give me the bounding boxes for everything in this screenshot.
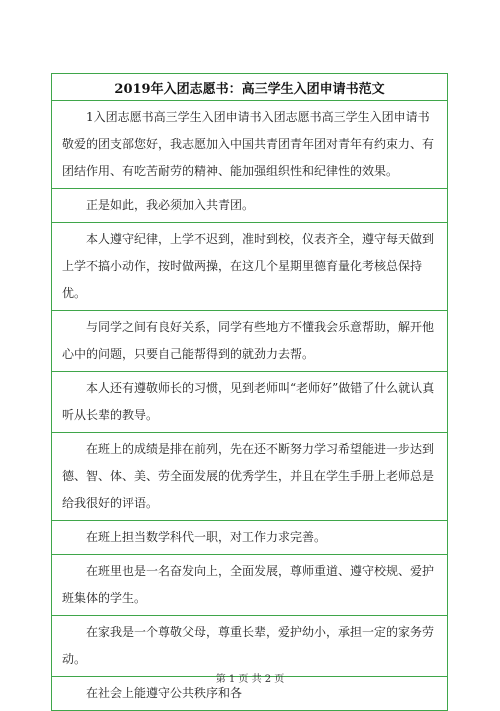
document-title: 2019年入团志愿书：高三学生入团申请书范文 bbox=[52, 74, 447, 101]
paragraph-row bbox=[52, 101, 447, 189]
paragraph-row bbox=[52, 521, 447, 555]
paragraph-text: 在社会上能遵守公共秩序和各 bbox=[86, 686, 243, 700]
page-number: 第 1 页 共 2 页 bbox=[215, 674, 285, 685]
paragraph-row bbox=[52, 223, 447, 311]
paragraph-text: 在班上的成绩是排在前列，先在还不断努力学习希望能进一步达到德、智、体、美、劳全面发展的优秀学生，并且在学生手册上老师总是给我很好的评语。 bbox=[62, 442, 435, 510]
paragraph-row bbox=[52, 311, 447, 372]
paragraph-text: 在班上担当数学科代一职，对工作力求完善。 bbox=[86, 530, 327, 544]
paragraph-text: 与同学之间有良好关系，同学有些地方不懂我会乐意帮助，解开他心中的问题，只要自己能帮得到的就劲力去帮。 bbox=[62, 320, 435, 361]
paragraph-text: 本人还有遵敬师长的习惯，见到老师叫“老师好”做错了什么就认真听从长辈的教导。 bbox=[62, 381, 435, 422]
document-table bbox=[51, 73, 448, 711]
paragraph-text: 在班里也是一名奋发向上，全面发展，尊师重道、遵守校规、爱护班集体的学生。 bbox=[62, 564, 435, 605]
paragraph-row bbox=[52, 555, 447, 616]
paragraph-row bbox=[52, 189, 447, 223]
paragraph-row bbox=[52, 433, 447, 521]
paragraph-row bbox=[52, 616, 447, 677]
paragraph-text: 正是如此，我必须加入共青团。 bbox=[86, 198, 255, 212]
paragraph-row bbox=[52, 372, 447, 433]
paragraph-text: 1入团志愿书高三学生入团申请书入团志愿书高三学生入团申请书敬爱的团支部您好，我志愿加入中国共青团青年团对青年有约束力、有团结作用、有吃苦耐劳的精神、能加强组织性和纪律性的效果。 bbox=[62, 110, 435, 178]
paragraph-text: 在家我是一个尊敬父母，尊重长辈，爱护幼小，承担一定的家务劳动。 bbox=[62, 625, 435, 666]
paragraph-text: 本人遵守纪律，上学不迟到，准时到校，仪表齐全，遵守每天做到上学不搞小动作，按时做两操，在这几个星期里德育量化考核总保持优。 bbox=[62, 232, 435, 300]
